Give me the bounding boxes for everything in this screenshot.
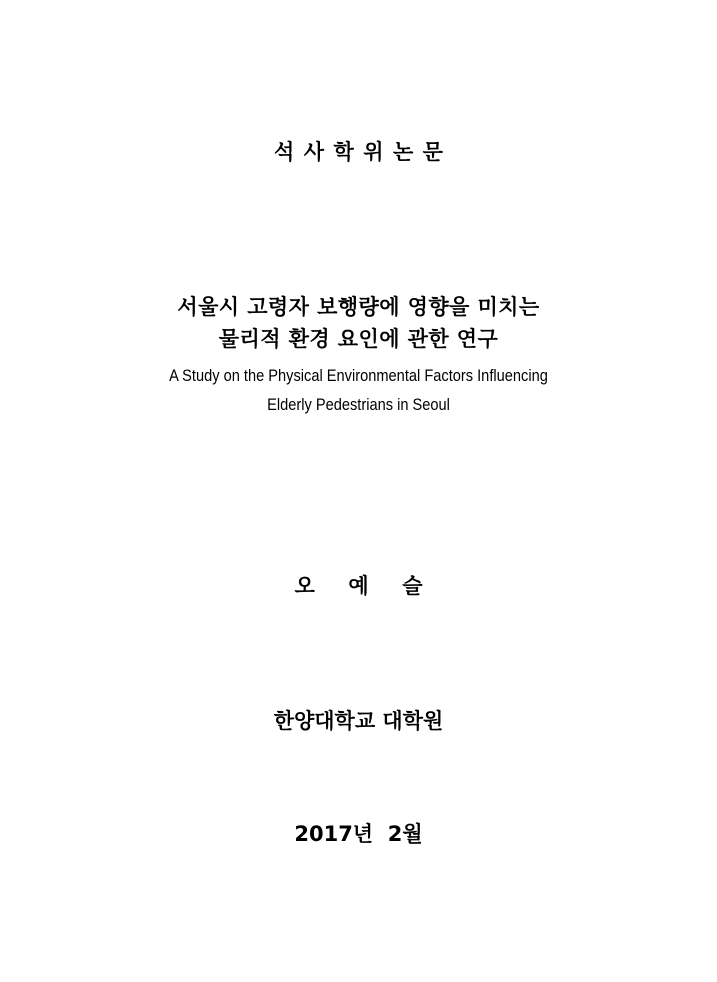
english-title-line-1: A Study on the Physical Environmental Factors Influencing bbox=[169, 366, 548, 385]
institution-name: 한양대학교 대학원 bbox=[273, 709, 444, 733]
submission-date: 2017년 2월 bbox=[294, 822, 423, 846]
korean-title-line-1: 서울시 고령자 보행량에 영향을 미치는 bbox=[177, 295, 540, 319]
author-name: 오예슬 bbox=[294, 574, 457, 598]
korean-title-line-2: 물리적 환경 요인에 관한 연구 bbox=[218, 327, 499, 351]
english-title-line-2: Elderly Pedestrians in Seoul bbox=[267, 395, 450, 414]
degree-label: 석사학위논문 bbox=[274, 140, 453, 164]
